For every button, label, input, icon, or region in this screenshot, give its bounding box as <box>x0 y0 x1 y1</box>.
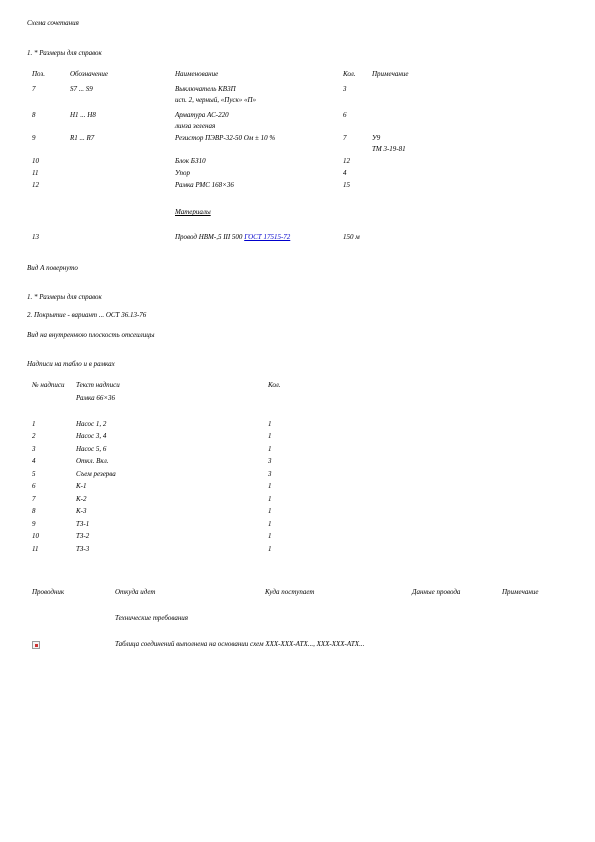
header-qty: Кол. <box>343 70 356 78</box>
row-qty: 15 <box>343 181 350 189</box>
row-qty: 6 <box>343 111 347 119</box>
row-qty: 3 <box>343 85 347 93</box>
label-qty: 1 <box>268 520 272 528</box>
label-text: Насос 1, 2 <box>76 420 107 428</box>
materials-heading: Материалы <box>175 208 211 216</box>
label-num: 9 <box>32 520 36 528</box>
label-qty: 1 <box>268 507 272 515</box>
row-pos: 11 <box>32 169 39 177</box>
header-wire-note: Примечание <box>502 588 539 596</box>
label-qty: 3 <box>268 470 272 478</box>
document-title: Схема сочетания <box>27 19 79 27</box>
note-dimensions-2: 1. * Размеры для справок <box>27 293 102 301</box>
row-pos: 9 <box>32 134 36 142</box>
label-num: 11 <box>32 545 39 553</box>
row-name <box>175 233 290 242</box>
row-note: У9 <box>372 134 381 142</box>
label-num: 4 <box>32 457 36 465</box>
broken-image-icon <box>32 641 40 649</box>
label-qty: 1 <box>268 482 272 490</box>
label-qty: 1 <box>268 445 272 453</box>
label-text: ТЗ-1 <box>76 520 90 528</box>
header-label-num: № надписи <box>32 381 65 389</box>
footer-note: Таблица соединений выполнена на основании схем ХХХ-ХХХ-АТХ..., ХХХ-ХХХ-АТХ... <box>115 640 365 648</box>
row-qty: 7 <box>343 134 347 142</box>
header-label-qty: Кол. <box>268 381 281 389</box>
row-name: Рамка РМС 168×36 <box>175 181 234 189</box>
label-num: 5 <box>32 470 36 478</box>
header-from: Откуда идет <box>115 588 156 596</box>
view-a-caption: Вид А повернуто <box>27 264 78 272</box>
label-text: К-2 <box>76 495 87 503</box>
label-qty: 1 <box>268 495 272 503</box>
label-num: 1 <box>32 420 36 428</box>
gost-link[interactable]: ГОСТ 17515-72 <box>244 233 291 241</box>
row-note-line2: ТМ 3-19-81 <box>372 145 406 153</box>
row-name: Блок БЗ10 <box>175 157 206 165</box>
row-qty: 4 <box>343 169 347 177</box>
header-name: Наименование <box>175 70 219 78</box>
row-name: Арматура АС-220 <box>175 111 229 119</box>
label-num: 7 <box>32 495 36 503</box>
row-name: Выключатель КВ3П <box>175 85 236 93</box>
label-text: Откл. Вкл. <box>76 457 109 465</box>
label-subheader: Рамка 66×36 <box>76 394 116 402</box>
label-num: 2 <box>32 432 36 440</box>
label-text: Насос 5, 6 <box>76 445 107 453</box>
label-text: ТЗ-2 <box>76 532 90 540</box>
row-qty: 150 м <box>343 233 360 241</box>
row-name: Упор <box>175 169 191 177</box>
header-label-text: Текст надписи <box>76 381 120 389</box>
row-qty: 12 <box>343 157 350 165</box>
row-designation: Н1 ... Н8 <box>70 111 96 119</box>
labels-heading: Надписи на табло и в рамках <box>27 360 115 368</box>
header-wire: Проводник <box>32 588 65 596</box>
label-text: Насос 3, 4 <box>76 432 107 440</box>
header-designation: Обозначение <box>70 70 109 78</box>
row-designation: R1 ... R7 <box>70 134 95 142</box>
label-text: К-1 <box>76 482 87 490</box>
tech-requirements-heading: Технические требования <box>115 614 189 622</box>
label-num: 10 <box>32 532 39 540</box>
label-qty: 3 <box>268 457 272 465</box>
row-name-line2: линза зеленая <box>175 122 216 130</box>
header-pos: Поз. <box>32 70 45 78</box>
header-wire-data: Данные провода <box>412 588 461 596</box>
row-pos: 8 <box>32 111 36 119</box>
label-num: 6 <box>32 482 36 490</box>
label-num: 8 <box>32 507 36 515</box>
label-text: ТЗ-3 <box>76 545 90 553</box>
label-text: Съем резерва <box>76 470 116 478</box>
label-qty: 1 <box>268 420 272 428</box>
view-inside-caption: Вид на внутреннюю плоскость отсеилицы <box>27 331 155 339</box>
row-pos: 10 <box>32 157 39 165</box>
label-qty: 1 <box>268 432 272 440</box>
label-qty: 1 <box>268 532 272 540</box>
row-name: Резистор ПЭВР-32-50 Ом ± 10 % <box>175 134 276 142</box>
note-coating: 2. Покрытие - вариант ... ОСТ 36.13-76 <box>27 311 147 319</box>
row-designation: S7 ... S9 <box>70 85 93 93</box>
header-note: Примечание <box>372 70 409 78</box>
label-text: К-3 <box>76 507 87 515</box>
row-name-line2: исп. 2, черный, «Пуск» «П» <box>175 96 257 104</box>
label-num: 3 <box>32 445 36 453</box>
row-pos: 12 <box>32 181 39 189</box>
note-dimensions: 1. * Размеры для справок <box>27 49 102 57</box>
row-pos: 7 <box>32 85 36 93</box>
material-name: Провод НВМ-,5 III 500 <box>175 233 243 241</box>
header-to: Куда поступает <box>265 588 315 596</box>
row-pos: 13 <box>32 233 39 241</box>
label-qty: 1 <box>268 545 272 553</box>
